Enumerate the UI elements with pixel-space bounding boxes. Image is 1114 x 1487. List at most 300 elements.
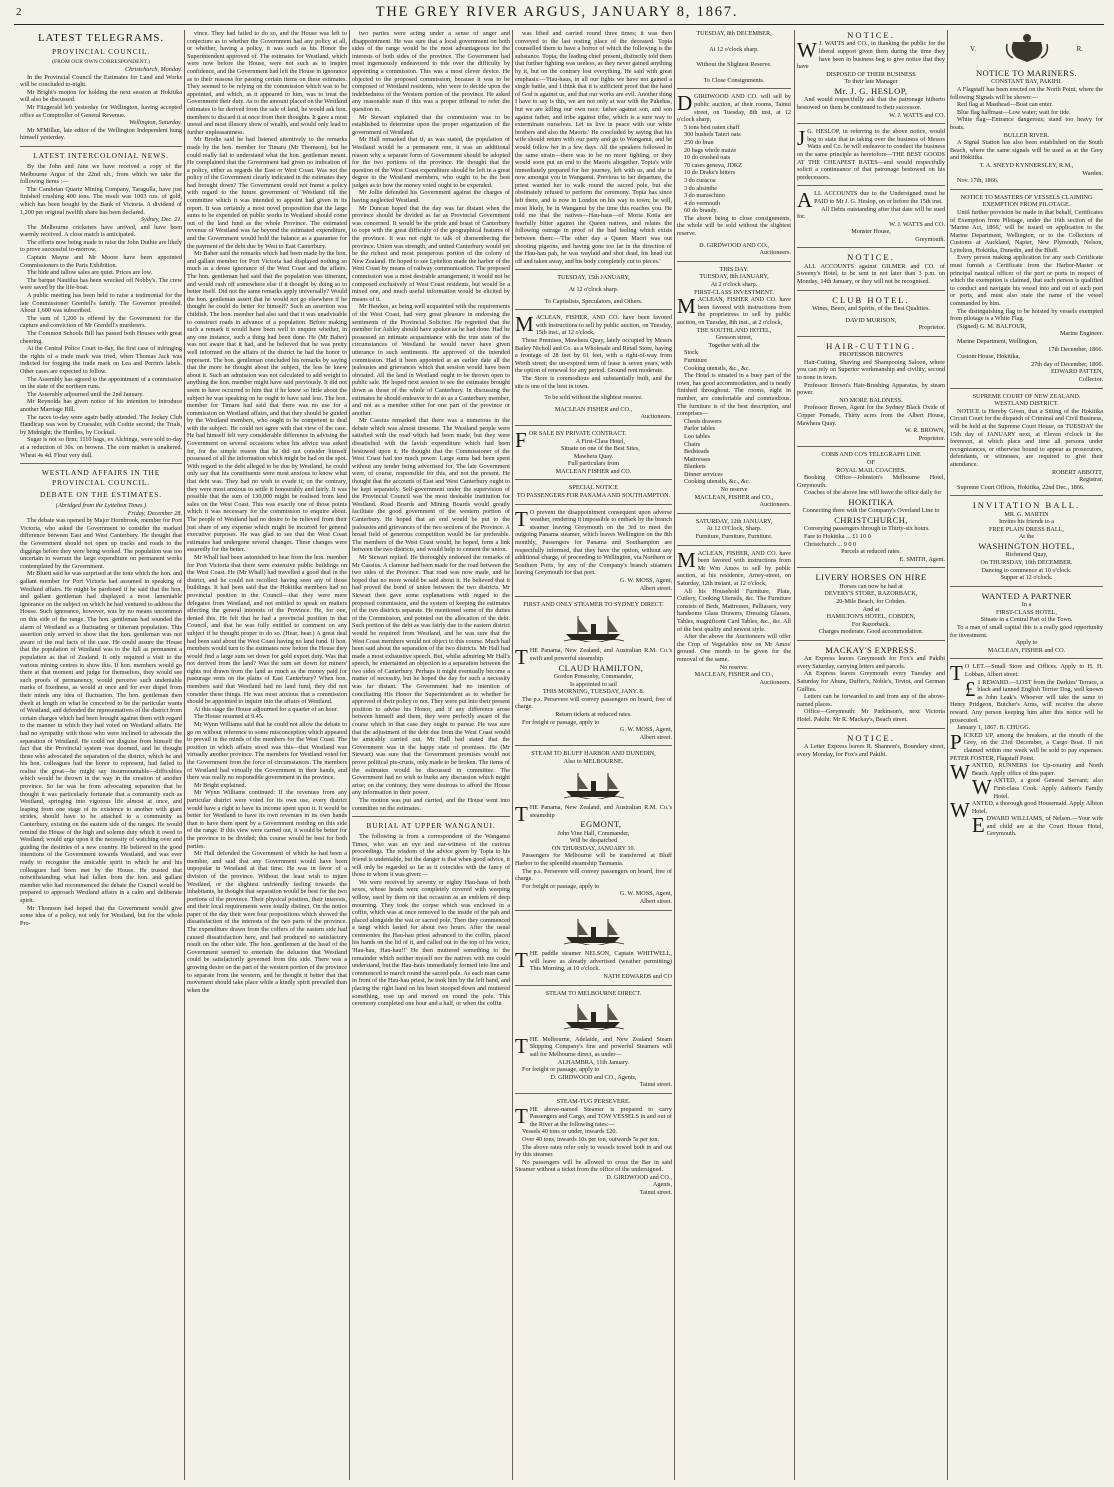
paragraph: The barque Nautilus has been wrecked off Nobby's. The crew were saved by the life-boat. — [20, 276, 182, 292]
column-7-marine-notices — [950, 30, 1103, 1480]
signature-line: Registrar. — [1079, 476, 1103, 484]
advertisement-body: HE Panama, New Zealand, and Australian R.M. Co.'s steamship — [529, 804, 672, 819]
section-heading: DEBATE ON THE ESTIMATES. — [39, 490, 163, 500]
paragraph: vince. They had failed to do so, and the House was left to conjecture as to whether the Government had any policy at all, or whether, having a policy, it was such as his Honor the Superintendent approved of. The estimates for Westland, which were now before the House, were not such as to inspire confidence, and the Government had left the House in ignorance as to their reasons for passing certain items on these estimates. They seemed to be relying on the commission which was to be appointed, and which, as it appeared to him, was to treat the Government their duty. As to the amount placed on the Westland estimates to be derived from the sale of land, he would ask hon. members to discard it at once from their thoughts. It gave a most unreal and most illusory show of wealth, and would only lead to further unpleasantness. — [187, 30, 347, 136]
paragraph: In the Provincial Council the Estimates for Land and Works will be concluded to-night. — [20, 73, 182, 89]
paragraph: To a man of small capital this is a really good opportunity for investment. — [950, 624, 1103, 639]
centered-line: HOKITIKA — [848, 496, 894, 507]
paragraph: 60 do brandy. — [684, 207, 718, 215]
paragraph: The House resumed at 9.45. — [194, 713, 264, 721]
centered-line: LIVERY HORSES ON HIRE — [815, 572, 927, 583]
drop-cap: D — [677, 91, 693, 116]
paragraph: 20 bags whole maize — [684, 146, 737, 154]
paragraph: The Assembly has agreed to the appointment of a commission on the state of the northern runs. — [20, 375, 182, 391]
column-1-telegrams-westland — [20, 30, 182, 1480]
section-heading: LATEST INTERCOLONIAL NEWS. — [33, 150, 169, 160]
advertisement-body: J. WATTS and CO., in thanking the public for the liberal support given them during the time they have been in business beg to give notice that they have — [797, 40, 945, 71]
advertisement-body: ACLEAN, FISHER, AND CO. have been favored with instructions from Mr Wm Amos to sell by public auction, at his residence, Arney-street, on Saturday, 12th instant, at 12 o'clock, — [677, 549, 791, 587]
paragraph: The p.s. Persevere will convey passengers on board, free of charge. — [515, 867, 672, 883]
paragraph: Nov. 17th, 1866. — [957, 177, 999, 185]
paragraph: The efforts now being made to raise the John Duthie are likely to prove successful to-morrow. — [20, 238, 182, 254]
column-divider — [184, 30, 185, 1480]
paragraph: Mr Hawkes, as being well acquainted with the requirements of the West Coast, had very great pleasure in endorsing the sentiments of the Provincial Solicitor. He regretted that the member for Ashley should have spoken as he had done. Had he possessed an intimate acquaintance with the true state of the circumstances of Westland he would never have given utterance to such sentiments. He approved of the intended commission. Had it been appointed at an earlier date all the jealousies and grievances which that session would have been obviated. All the land in Westland ought to be thrown open to public sale. He hoped next session to see the estimates brought down as those of the whole of Canterbury. In discussing the estimates he should endeavor to do so as a Canterbury member, and not as a member either for one part of the province or another. — [352, 303, 510, 417]
paragraph: Mr Bright's motion for holding the next session at Hokitika will also be discussed. — [20, 88, 182, 104]
centered-line: D. GIRDWOOD and CO., Agents, — [550, 1073, 637, 1081]
advertisement-text — [950, 661, 1103, 686]
centered-line: To their late Manager — [844, 78, 898, 86]
divider-rule — [797, 123, 945, 124]
royal-crest — [950, 32, 1103, 68]
paragraph: At the Central Police Court to-day, the first case of infringing the rights of a trade mark was tried, when Thomas Jack was indicted for forging the trade mark on Lea and Perrin's labels. Other cases are expected to follow. — [20, 345, 182, 375]
paragraph: 10 do Drake's bitters — [684, 169, 736, 177]
paragraph: Coaches of the above line will leave the office daily for — [804, 489, 942, 497]
paragraph: Mr Cassius remarked that there was a numerous in the debate which was almost tiresome. The Westland people were satisfied with the road which had been made, but they were dissatisfied with the lavish expenditure which had been bestowed upon it. He thought that the Commissioner of the West Coast had too much power. Large sums had been spent without any tender being advertised for. The late Government were, of course, responsible for this, and not the present. He thought that the accounts of East and West Canterbury ought to be kept separately. Self-government under the supervision of the Provincial Council was the most desirable institution for Westland. Road Boards and Mining Boards would greatly facilitate the good government of the western portion of Canterbury. He hoped that an end would be put to the jealousies and grievances of the two sections of the Province. A broad field of generous competition would be far preferable. The members of the West Coast would, he hoped, form a link between the two districts, and would help to cement the union. — [352, 417, 510, 554]
centered-line: 20-Mile Beach, for Cobden. — [836, 597, 906, 605]
signature-line: G. W. MOSS, Agent, — [619, 577, 672, 584]
advertisement-text — [677, 93, 791, 123]
paragraph: Custom House, Hokitika, — [957, 353, 1020, 361]
paragraph: Vessels 40 tons or under, inwards £20. — [522, 1128, 617, 1136]
centered-line: Is appointed to sail — [570, 680, 617, 688]
drop-cap: P — [950, 729, 962, 754]
advertisement-body: O LET.—Small Store and Offices. Apply to H. H. Lobban, Albert street. — [964, 663, 1103, 678]
divider-rule — [515, 479, 672, 480]
drop-cap: T — [515, 1033, 528, 1058]
signature-line: ROBERT ABBOTT, — [1052, 468, 1103, 476]
centered-line: MACLEAN, FISHER and CO. — [987, 646, 1066, 654]
centered-line: PROFESSOR BROWN'S — [839, 351, 903, 359]
paragraph: At this stage the House adjourned for a quarter of an hour. — [194, 705, 338, 713]
centered-line: MACKAY'S EXPRESS. — [825, 644, 917, 655]
advertisement-body: HE Melbourne, Adelaide, and New Zealand Steam Shipping Company's fine and powerful Steamers will sail for Melbourne direct, as under— — [529, 1035, 672, 1058]
paragraph: Sugar is not so firm; 1110 bags, ex Alchinga, were sold to-day at a reduction of 30s. on browns. The corn market is unaltered. Wheat 4s 4d. Flour very dull. — [20, 436, 182, 459]
paragraph: Mr Brodie said he had listened attentively to the remarks made by the hon. member for Timaru (Mr Thomson), but he could really fail to understand what the hon. gentleman meant. He complained that the Government had given no indication of a policy, either as regards the East or West Coast. Was not the policy of the Government clearly indicated in the estimates they had brought down? The Government could not frame a policy with regard to the future government of Westland till the committee which it was intended to appoint had given in its report. It was certainly a most novel proposition that the large sums to be expended on public works in Westland should come out of the land fund as the whole Province. The estimated revenue of Westland was far beyond the estimated expenditure, and the Government would hold the balance as a guarantee for the payment of the debt due by West to East Canterbury. — [187, 136, 347, 250]
paragraph: Letters can be forwarded to and from any of the above-named places. — [797, 693, 945, 708]
centered-line: To Close Consignments. — [703, 76, 765, 84]
centered-line: DEVERY'S STORE, RAZORBACK, — [824, 590, 918, 598]
column-5-auctions — [677, 30, 791, 1480]
newspaper-title: THE GREY RIVER ARGUS, JANUARY 8, 1867. — [375, 4, 739, 20]
paragraph: Mr Baber said the remarks which had been made by the hon. and gallant member for Port Victoria had displayed nothing so much as a dense ignorance of the West Coast and the affairs. The hon. gentleman had said that the population was itinerant, and would rush off somewhere else if it thought by doing so to better itself. Did not the same remarks apply universally? Would the hon. gentleman assert that he would not go elsewhere if he thought he could do better for himself? Such an assertion was childish. The hon. member had also said that it was unadvisable to construct roads in advance of a population. Before making such a remark it would have been well to enquire whether, in any one instance, such a thing had been done. He (Mr Baber) was not aware that it had, and he believed that he was pretty well informed on the affairs of the district he had the honor to represent. The hon. gentleman concluded his remarks by saying that the more he thought about the subject, the less he knew about it. Such an admission was not calculated to add weight to anything the hon. member might have said previously. It did not seem to have occurred to him that if he knew so little about the subject he was speaking on he ought to have said less. The hon. member for Timaru had said that there was no use for a commission on Westland affairs, and that they should be guided by the Westland members, who ought to be competent to deal with the subject. He could not agree with that view of the case. He had himself felt very considerable difference in advising the Government on several occasions when his advice was asked for, for the simple reason that he did not consider himself possessed of all the information which might be had on the spot. With regard to the debt alleged to be due by Westland, he could only say that his constituents were most anxious to know what that debt was. They had no wish to evade it; on the contrary, they were most anxious to settle it honourably and fairly. It was possible that the sum of 130,000 might be realised from land sales on the West Coast. This was exactly one of those points which it was necessary for the commission to enquire about. The people of Westland had no desire to be relieved from their just share of any expense which might be incurred for general executive purposes. He was glad to see that the West Coast estimates had undergone several changes. These changes were assuredly for the better. — [187, 250, 347, 554]
centered-line: CHRISTCHURCH, — [834, 514, 908, 525]
advertisement-text — [950, 760, 1103, 785]
paragraph: Mr Jollie defended his Government against the charges of having neglected Westland. — [352, 189, 510, 205]
signature-line: D. GIRDWOOD and CO., — [606, 1173, 672, 1181]
paragraph: Mr Wynn Williams continued: If the revenues from any particular district were voted for its own use, every district would have a right to have its income spent upon it. It would be better for Westland to have its own revenues in its own hands than to have them spent by a Government residing on this side of the range. If this view were carried out, it would be better for the province to be divided; this course would be best for both parties. — [187, 789, 347, 850]
centered-line: CLAUD HAMILTON, — [558, 662, 644, 673]
centered-line: Gordon Ponsonby, Commander, — [553, 672, 634, 680]
paragraph: The following is from a correspondent of the Wanganui Times, who was an eye and ear-witness of the curious proceedings. The wisdom of the advice given by Topia to his friend is undeniable, but the danger is that when good advice, it will only be regarded so far as it coincides with the fancy of those to whom it was given:— — [352, 833, 510, 879]
paragraph: A Flagstaff has been erected on the North Point, where the following Signals will be shown:— — [950, 86, 1103, 101]
centered-line: To be sold without the slightest reserve. — [544, 394, 643, 402]
divider-rule — [797, 290, 945, 291]
drop-cap: W — [971, 775, 992, 800]
advertisement-body: ANTED, a thorough good Housemaid. Apply Albion Hotel. — [971, 800, 1103, 815]
paragraph: The p.s. Persevere will convey passengers on board, free of charge. — [515, 695, 672, 711]
divider-rule — [797, 728, 945, 729]
advertisement-body: OR SALE BY PRIVATE CONTRACT. — [528, 429, 627, 437]
divider-rule — [515, 745, 672, 746]
paragraph: NOTICE is Hereby Given, that a Sitting of the Hokitika Circuit Court for the dispatch of Criminal and Civil Business, will be held at the Supreme Court House, on TUESDAY the 15th day of JANUARY next, at Eleven o'clock in the forenoon, at which place and time all persons under recognizances, or otherwise bound to appear as prosecutors, defendants, or witnesses, are required to give their attendance. — [950, 407, 1103, 468]
centered-line: NOTICE TO MARINERS. — [975, 68, 1078, 78]
signature-line: E. SMITH, Agent. — [899, 555, 945, 563]
centered-line: DISPOSED OF THEIR BUSINESS — [826, 70, 916, 78]
paragraph: two parties were acting under a sense of anger and disappointment. He was sure that a local government on both sides of the range would be the most advantageous for the interests of both sides of the province. The Government had most ingenuously endeavored to tide over the difficulty by appointing a commission. This was a most clever device. He objected to the proposed commission, because it was to be composed of Westland residents, who were to decide upon the indebtedness of the Western portion of the province. He asked any reasonable man if this was a proper tribunal to refer the question to. — [352, 30, 510, 113]
spacer — [677, 69, 791, 77]
signature-line: Wellington, Saturday. — [129, 119, 182, 127]
advertisement-text — [950, 777, 1103, 800]
centered-line: Horses can now be had at — [839, 582, 903, 590]
centered-line: TO PASSENGERS FOR PANAMA AND SOUTHAMPTON. — [516, 492, 671, 500]
divider-rule — [515, 910, 672, 911]
paragraph: The Hotel is situated in a busy part of the town, has good accommodation, and is neatly finished throughout. The rooms, eight in number, are comfortable and commodious. The furniture is of the best description, and comprises— — [677, 372, 791, 418]
centered-line: CONSTANT BAY, PAKIHI. — [991, 78, 1062, 86]
advertisement-text — [515, 506, 672, 577]
centered-line: FIRST AND ONLY STEAMER TO SYDNEY DIRECT. — [523, 601, 664, 609]
column-3-debate-wanganui — [352, 30, 510, 1480]
advertisement-text — [515, 1103, 672, 1129]
centered-line: HAIR-CUTTING. — [826, 340, 916, 351]
centered-line: No reserve. — [719, 663, 749, 671]
paragraph: Mr Wynn Williams said that he could not allow the debate to go on without reference to some misconception which appeared to prevail in the minds of the members for the West Coast. The position in which affairs stood was this—that Westland was virtually another province. The members for Westland voted for the Government from the force of circumstances. The members of Westland had virtually the Government in their hands, and there was really no responsible government in the province. — [187, 721, 347, 782]
advertisement-text — [515, 314, 672, 337]
centered-line: TUESDAY, 8th JANUARY, — [699, 273, 769, 281]
centered-line: Connecting there with the Company's Overland Line to — [802, 507, 940, 515]
signature-line: G. W. MOSS, Agent, — [619, 726, 672, 734]
signature-line: Proprietor. — [918, 434, 945, 442]
signature-line: Collector. — [1078, 375, 1103, 383]
divider-rule — [352, 816, 510, 817]
paragraph: An Express leaves Greymouth for Fox's and Pakihi every Saturday, carrying letters and parcels. — [797, 655, 945, 670]
drop-cap: W — [797, 38, 817, 63]
advertisement-text — [677, 547, 791, 588]
divider-rule — [677, 88, 791, 89]
drop-cap: M — [677, 547, 696, 572]
advertisement-text — [950, 815, 1103, 838]
drop-cap: T — [950, 661, 963, 686]
paragraph: We were received by seventy or eighty Hau-haus of both sexes, whose heads were completely covered with weeping willow, used by them on that occasion as an emblem of deep mourning. They took the corpse which was enclosed in a coffin, which was at once removed to the inside of the pah and placed alongside the wai or sacred pole. Then they commenced a tangi which lasted for about two hours. After the usual ceremonies the Hau-hau priest advanced to the coffin, placed his hands on the lid of it, and called out to the top of his voice, 'Hau-hau, Hau-hau!!' He then muttered something to the remainder which neither myself nor the natives with me could understand, but the Hau-haus immediately formed into line and commenced to march round the sacred pole. As each man came in front of the Hau-hau priest, he took him by the left hand, and placing the right hand on his heart stooped down and muttered something, rose up and moved on round the pole. This ceremony completed one hour and a half, or when the coffin — [352, 878, 510, 1008]
paragraph: The above rates refer only to vessels towed both in and out by this steamer. — [515, 1143, 672, 1159]
centered-line: MR. G. MARTIN — [1004, 510, 1049, 518]
centered-line: For Razorback. — [851, 620, 891, 628]
advertisement-body: ACLEAN, FISHER AND CO. have been favored with instructions from the proprietress to sell by public auction, on Tuesday, 8th inst., at 2 o'clock, — [677, 296, 791, 326]
divider-rule — [515, 309, 672, 310]
centered-line: D. GIRDWOOD AND CO., — [699, 241, 769, 249]
centered-line: At 2 o'clock sharp. — [710, 281, 758, 289]
column-divider — [512, 30, 513, 1480]
steamship-icon — [562, 915, 626, 948]
paragraph: 10 do crushed oats — [684, 154, 731, 162]
column-6-notices — [797, 30, 945, 1480]
paragraph: The Cambrian Quartz Mining Company, Taragulla, have just finished crushing 400 tons. The result was 1003 ozs. of gold, which has been bought by the Bank of Victoria. A dividend of 1,200 per original twelfth share has been declared. — [20, 185, 182, 216]
paragraph: The distinguishing flag to be hoisted by vessels exempted from pilotage is a White Flag. — [950, 307, 1103, 323]
centered-line: Full particulars from — [567, 460, 620, 468]
divider-rule — [950, 586, 1103, 587]
paragraph: Captain Mayne and Mr Moore have been appointed Commissioners to the Paris Exhibition. — [20, 254, 182, 269]
paragraph: The above being to close consignments, the whole will be sold without the slightest reserve. — [677, 214, 791, 238]
steamship-icon — [562, 769, 626, 802]
advertisement-body: HE paddle steamer NELSON, Captain WHITWELL, will leave as already advertised (weather permitting) This Morning, at 10 o'clock. — [529, 950, 672, 973]
spacer — [677, 53, 791, 61]
signature-line: NATH EDWARDS and CO — [603, 973, 672, 980]
divider-rule — [950, 388, 1103, 389]
paragraph: The Assembly adjourned until the 2nd January. — [27, 390, 144, 398]
centered-line: On THURSDAY, 10th DECEMBER. — [980, 559, 1073, 567]
paragraph: For freight or passage, apply to — [522, 718, 600, 726]
signature-line: 27th day of December, 1866. — [1031, 360, 1103, 368]
drop-cap: M — [515, 312, 534, 337]
paragraph: 3 do maraschino — [684, 192, 725, 200]
divider-rule — [20, 463, 182, 464]
centered-line: Gresson street, — [715, 334, 753, 342]
centered-line: TUESDAY, 15th JANUARY, — [557, 274, 630, 282]
section-headline: LATEST TELEGRAMS. — [37, 32, 165, 44]
paragraph: 3 do absinthe — [684, 184, 717, 192]
paragraph: The Common Schools Bill has passed both Houses with great cheering. — [20, 330, 182, 345]
advertisement-text — [950, 798, 1103, 823]
paragraph: All his Household Furniture, Plate, Cutlery, Cooking Utensils, &c. The Furniture consists of Beds, Mattresses, Palliasses, very handsome Glass Drawers, Dressing Glasses, Tables, magnificent Card Tables, &c., &c. All of the best quality and newest style. — [677, 587, 791, 633]
paragraph: (Signed) G. M. BALFOUR, — [957, 322, 1027, 330]
advertisement-body: LL ACCOUNTS due to the Undersigned must be PAID to Mr J. G. Heslop, on or before the 15th inst. — [814, 190, 945, 205]
drop-cap: A — [797, 188, 813, 213]
paragraph: Mr Hall remarked that if, as was stated, the population of Westland would be a permanent one, it was an additional reason why a separate form of Government should be adopted for the two portions of the province. He thought that the question of the West Coast expenditure should be left in a great degree to the Westland members, who ought to be the best judges as to how the money voted ought to be expended. — [352, 136, 510, 189]
centered-line: Charges moderate. Good accommodation. — [818, 628, 924, 636]
centered-line: MACLEAN, FISHER and CO., — [694, 493, 774, 501]
paragraph: The hide and tallow sales are quiet. Prices are low. — [27, 269, 153, 277]
signature-line: Auctioneers. — [759, 501, 791, 509]
divider-rule — [515, 1093, 672, 1094]
paragraph: Mr Hall defended the Government of which he had been a member, and said that any Government would have been unpopular in Westland at that time. He was in favor of a division of the province. Without the least wish to injure Westland, or the slightest unfriendly feeling towards the inhabitants, he thought that separation would be best for the two portions of the province. Their physical position, their interests, and their local requirements were totally distinct. On the notice paper of the day their were four propositions which showed the dissatisfaction of the interests of the two parts of the province. The expenditure drawn from the coffers of the eastern side had caused dissatisfaction here, and had produced no satisfactory result on the other side. The hon. gentlemen at the head of the Government seemed to entertain the delusion that Westland could be satisfactorily governed from this side. There was a growing desire on the part of the western portion of the province to separate from the western, and he thought it better that that movement should take place while a kindly spirit prevailed than when the — [187, 850, 347, 994]
paragraph: 5 tons best oaten chaff — [684, 123, 740, 131]
masthead — [0, 0, 1114, 24]
paragraph: No passengers will be allowed to cross the Bar in said Steamer without a ticket from the office of the undersigned. — [515, 1158, 672, 1174]
centered-line: SPECIAL NOTICE — [568, 484, 619, 492]
drop-cap: W — [950, 760, 970, 785]
column-divider — [674, 30, 675, 1480]
centered-line: CLUB HOTEL. — [832, 294, 910, 305]
spacer — [677, 38, 791, 46]
signature-line: G. W. MOSS, Agent, — [619, 890, 672, 898]
paragraph: Mr Stewart replied. He thoroughly endorsed the remarks of Mr Cassius. A clamour had been made for the road between the two sides of the Province. That road was now made, and he hoped that no more would be said about it. He believed that it had proved the bond of union between the two districts. Mr Stewart then gave some explanations with regard to the proposed commission, and the system of keeping the estimates of the two districts separate. He mentioned some of the duties of the Commission, and pointed out the allocation of the debt. Such portion of the debt as was fairly due to the eastern district would be required from Westland, and he was sure that the West Coast members would not object to this course. Much had been said about the separation of the two districts. Mr Hall had made a most exhaustive speech. But, whilst admiring Mr Hall's speech, he entertained an objection to a separation between the two sides of Canterbury. Perhaps it might eventually become a matter of necessity, but he hoped the day for such a necessity was far distant. The Government had no intention of conciliating His Honor the Superintendent as to whether he approved of their policy or not. They were put into their present position to advise his Honor, and if any difference arose between himself and them, they were perfectly aware of the course which in that case they ought to pursue. He was sure that the adjustment of the debt due from the West Coast would be amicably carried out. Mr Hall had stated that the Government was in the happy state of promises. He (Mr Stewart) was sure that the Government promises would not prove political pie-crusts, only made to be broken. The items of the estimates would be discussed in committee. The Government had no wish to burke any discussion which might arise; on the contrary, they were desirous to afford the House any information in their power. — [352, 553, 510, 797]
paragraph: Professor Brown, Agent for the Sydney Black Oxide of Copper Pomade, Thirty acres from the Albert House, Mawhera Quay. — [797, 404, 945, 427]
paragraph: Fare to Hokitika ... £1 10 0 — [804, 532, 871, 540]
centered-line: NO MORE BALDNESS. — [839, 396, 903, 404]
paragraph: The Melbourne cricketers have arrived, and have been warmly received. A close match is anticipated. — [20, 223, 182, 239]
centered-line: WANTED A PARTNER — [981, 590, 1072, 601]
divider-rule — [797, 567, 945, 568]
paragraph: Mr Stewart explained that the commission was to be established to determine upon the proper organization of the government of Westland. — [352, 113, 510, 136]
centered-line: (Abridged from the Lyttelton Times.) — [55, 502, 147, 510]
advertisement-text — [797, 40, 945, 70]
signature-line: Christchurch, Monday. — [124, 66, 182, 73]
centered-line: STEAM TO MELBOURNE DIRECT. — [545, 989, 642, 997]
centered-line: SUPREME COURT OF NEW ZEALAND. — [972, 392, 1081, 400]
paragraph: Supreme Court Offices, Hokitika, 22nd Dec., 1866. — [957, 483, 1085, 491]
paragraph: By the John and Jane we have received a copy of the Melbourne Argus of the 22nd ult., from which we take the following items :— — [20, 162, 182, 186]
centered-line: COBB AND CO'S TELEGRAPH LINE — [821, 451, 921, 459]
centered-line: Mr. J. G. HESLOP, — [834, 85, 908, 96]
paragraph: A Signal Station has also been established on the South Beach, where the same signals will be used as at the Grey and Hokitika. — [950, 139, 1103, 162]
steamship-icon — [562, 612, 626, 645]
centered-line: ON THURSDAY, JANUARY 10. — [551, 844, 636, 852]
paragraph: Mr Duncan hoped that the day was far distant when the province should be divided as far as Provincial Government was concerned. It would be the pride and boast of Canterbury to cope with the great difficulty of the geographical features of the province. It was not right to talk of dismembering the province. Union was strength, and united Canterbury would yet be the richest and most prosperous portion of the colony of New Zealand. He hoped to see Lyttelton made the harbor of the West Coast by means of railway communication. The proposed commission was a most desirable arrangement; it would not be composed exclusively of West Coast residents, but would be a mixed one, and much useful information would be elicited by means of it. — [352, 204, 510, 303]
paragraph: Mr Whall had been astonished to hear from the hon. member for Port Victoria that there were extensive public buildings on the West Coast. He (Mr Whall) had travelled a good deal in the district, and he could not recollect having seen any of those buildings. It had been said that the Hokitika members had no provincial position in the Council—that they were mere delegates from Westland, and not entitled to speak on matters affecting the general interests of the Province. He, for one, denied this. He felt that he had a provincial position in that Council, and that he was fully entitled to comment on any subject if he thought proper to do so. (Hear, hear.) A great deal had been said about the West Coast having no land fund. If hon. members would turn to the estimates now before the House they would find a large sum set down for gold export duty. Was that not derived from the land? Was the sum set down for miners' rights not drawn from the land as much as the money paid for pasturage rents on the plains of East Canterbury? When hon. members said that Westland had no land fund, they did not consider these things. He was most anxious that a commission should be appointed to inquire into the affairs of Westland. — [187, 553, 347, 706]
centered-line: Without the Slightest Reserve. — [696, 61, 772, 69]
paragraph: Conveying passengers through in Thirty-six hours. — [804, 525, 930, 533]
centered-line: THIS DAY. — [719, 265, 749, 273]
paragraph: Red flag at Masthead—Boat can enter. — [957, 101, 1053, 109]
advertisement-body: ANTED, a good General Servant; also First-class Cook. Apply Ashton's Family Hotel. — [993, 777, 1103, 800]
signature-line: Albert street. — [639, 898, 672, 906]
drop-cap: T — [515, 506, 528, 531]
signature-line: W. J. WATTS and CO. — [889, 111, 945, 119]
paragraph: Mattresses — [684, 455, 711, 463]
signature-line: Auctioneers. — [759, 678, 791, 686]
divider-rule — [797, 185, 945, 186]
divider-rule — [677, 261, 791, 262]
paragraph: After the above the Auctioneers will offer the Crop of Vegetables now on Mr Amos' ground. One month to be given for the removal of the same. — [677, 633, 791, 663]
centered-line: DAVID MURISON, — [845, 316, 897, 324]
centered-line: EGMONT, — [580, 819, 622, 830]
signature-line: Greymouth. — [915, 235, 945, 243]
drop-cap: E — [971, 813, 985, 838]
signature-line: Marine Engineer. — [1060, 330, 1103, 338]
drop-cap: £ — [964, 676, 976, 701]
paragraph: Furniture — [684, 356, 708, 364]
drop-cap: T — [515, 802, 528, 827]
centered-line: TUESDAY, 8th DECEMBER, — [696, 30, 772, 37]
divider-rule — [677, 545, 791, 546]
section-heading: PROVINCIAL COUNCIL. — [51, 47, 151, 56]
paragraph: ALL ACCOUNTS against GILMER and CO. of Sweeny's Hotel, to be sent in not later than 3 p.m. on Monday, 14th January, or they will not be recognised. — [797, 262, 945, 286]
drop-cap: F — [515, 427, 527, 452]
paragraph: For freight or passage, apply to — [522, 882, 600, 890]
centered-line: Mawhera Quay. — [573, 452, 614, 460]
advertisement-body: HE Panama, New Zealand, and Australian R.M. Co.'s swift and powerful steamship — [529, 647, 672, 662]
paragraph: All Debts outstanding after that date will be sued for. — [797, 205, 945, 221]
paragraph: Professor Brown's Hair-Brushing Apparatus, by steam power. — [797, 381, 945, 397]
paragraph: Blankets — [684, 463, 706, 471]
advertisement-text — [515, 950, 672, 973]
paragraph: Chairs — [684, 440, 701, 448]
divider-rule — [797, 247, 945, 248]
centered-line: At 12 o'clock sharp. — [709, 45, 759, 53]
centered-line: BULLER RIVER. — [1003, 131, 1050, 139]
paragraph: Parlor tables — [684, 425, 716, 433]
advertisement-text — [950, 729, 1103, 762]
paragraph: Passengers for Melbourne will be transferred at Bluff Harbor to the splendid steamship Tasmania. — [515, 852, 672, 868]
advertisement-body: ICKED UP, among the breakers, at the mouth of the Grey, on the 23rd December, a Cargo Boat. If not claimed within one week will be sold to pay expenses. PETER FOSTER, Flagstaff Point. — [950, 731, 1103, 762]
centered-line: At the — [1018, 533, 1035, 541]
divider-rule — [677, 513, 791, 514]
centered-line: In a — [1021, 601, 1032, 609]
centered-line: Return tickets at reduced rates. — [555, 710, 632, 718]
centered-line: A First-Class Hotel, — [575, 437, 626, 445]
paragraph: Stock — [684, 349, 699, 357]
paragraph: 4 do vermouth — [684, 199, 721, 207]
drop-cap: T — [515, 948, 528, 973]
centered-line: INVITATION BALL. — [972, 500, 1081, 511]
paragraph: 3 do curacoa — [684, 176, 716, 184]
paragraph: 70 cases geneva, JDKZ — [684, 161, 743, 169]
section-heading: WESTLAND AFFAIRS IN THE PROVINCIAL COUNCIL. — [41, 468, 161, 488]
paragraph: Mr Reynolds has given notice of his intention to introduce another Marriage Bill. — [20, 398, 182, 413]
centered-line: Supper at 12 o'clock. — [1000, 574, 1053, 582]
paragraph: And would respectfully ask that the patronage hitherto bestowed on them be continued to their successor. — [797, 96, 945, 111]
signature-line: W. R. BROWN, — [904, 427, 945, 435]
centered-line: FIRST-CLASS HOTEL, — [996, 608, 1057, 616]
signature-line: Tainui street. — [639, 1081, 672, 1089]
divider-rule — [797, 640, 945, 641]
centered-line: (FROM OUR OWN CORRESPONDENT.) — [52, 59, 150, 65]
advertisement-body: ACLEAN, FISHER, AND CO. have been favored with instructions to sell by public auction, on Tuesday, 15th inst., at 12 o'clock, — [535, 314, 672, 337]
paragraph: Those Premises, Mawhera Quay, lately occupied by Messrs Bailey Nicholl and Co. as a Wholesale and Retail Store, having a frontage of 28 feet by 61 feet, with a right-of-way from Worth street; the un-expired term of lease is seven years, with the option of renewal for any period. Ground rent moderate. — [515, 336, 672, 375]
centered-line: John Vine Hall, Commander, — [557, 829, 630, 837]
advertisement-body: 1 REWARD.—LOST from the Darkies' Terrace, a black and tanned English Terrier Dog, well known as John Leak's. Whoever will take the same to Henry Pridgeon, Butcher's Arms, will receive the above reward. Any person keeping him after this notice will be prosecuted. — [950, 678, 1103, 724]
signature-line: Albert street. — [639, 584, 672, 592]
signature-line: 17th December, 1866. — [1048, 345, 1103, 353]
centered-line: WASHINGTON HOTEL, — [978, 541, 1075, 552]
crest-letter: R. — [1076, 45, 1083, 53]
column-divider — [794, 30, 795, 1480]
drop-cap: J — [797, 126, 806, 151]
centered-line: NOTICE TO MASTERS OF VESSELS CLAIMING EXEMPTION FROM PILOTAGE. — [960, 193, 1093, 209]
section-heading: BURIAL AT UPPER WANGANUI. — [366, 821, 496, 831]
centered-line: At 12 o'clock sharp. — [568, 286, 619, 293]
centered-line: At 12 O'Clock, Sharp. — [706, 525, 762, 533]
divider-rule — [515, 425, 672, 426]
centered-line: ALHAMBRA, 11th January. — [557, 1058, 630, 1066]
centered-line: Invites his friends to a — [999, 518, 1054, 526]
centered-line: Situate in a Central Part of the Town. — [980, 616, 1073, 624]
paragraph: Booking Office—Johnston's Melbourne Hotel, Greymouth. — [797, 474, 945, 489]
drop-cap: T — [515, 645, 528, 670]
centered-line: MACLEAN, FISHER and CO., — [694, 671, 774, 679]
centered-line: Richmond Quay, — [1005, 551, 1048, 559]
paragraph: Mr Bluett said he was surprised at the tone which the hon. and gallant member for Port Victoria had assumed in speaking of Westland affairs. He might be pardoned if he said that the hon. and gallant gentleman had displayed a most lamentable ignorance on the subject on which he had ventured to address the House. Such ignorance, however, was by no means uncommon on this side of the range. The hon. gentleman had sounded the alarm of Westland as a fluctuating or itinerant population. This assertion only served to show that the hon. gentleman was not aware of the real facts of the case. He could assure the House that the population of Westland was to the full as permanent a population as that of Zealand. It only required a visit to the various mining centres to show this. If hon. members would go there at that moment and judge for themselves, they would see such proofs of permanency, would perceive such undeniable marks of fixedness, as would at once and for ever dispel from their minds any idea of fluctuation. The hon. gentleman then dwelt at length on what he conceived to be the particular wants of Westland, and defended the representatives of the district from certain charges which had been brought against them with regard to the manner in which they had voted on Westland affairs. He had no sympathy with those who were inclined to advocate the separation of Westland. He could not disguise from himself the fact that the Provincial system was doomed, and he thought those who advocated the separation of the district, which he and his hon. colleagues had the honor to represent, had failed to realise the great—he might say insurmountable—difficulties which would be thrown in the way in the creation of another province. So far was he from advocating separation that he thought it was particularly fortunate that a community such as Westland, springing into vigorous life almost at once, and leaping from one stage of its existence to another with giant strides, should have to be attached to a community as Canterbury, existing on the eastern side of the ranges. He would remind the House of the high and solemn duty which it owed to Westland; would urge upon it the necessity of watching over and guiding the destinies of a new country. He believed in the good intentions of the Government towards Westland, and was ever ready to recognise the amicable spirit in which he and his colleagues had been met by the House. He trusted that notwithstanding what had fallen from the hon. and gallant member who had recommenced the debate the Council would be prepared to approach Westland affairs in a calm and deliberate spirit. — [20, 570, 182, 904]
signature-line: Auctioneers. — [640, 413, 672, 421]
centered-line: THIS MORNING, TUESDAY, JANY. 8. — [542, 688, 645, 696]
divider-rule — [797, 336, 945, 337]
divider-rule — [950, 189, 1103, 190]
centered-line: OF — [867, 458, 875, 466]
paragraph: The Store is commodious and substantially built, and the site is one of the best in town. — [515, 374, 672, 390]
advertisement-body: G. HESLOP, in referring to the above notice, would beg to state that in taking over the business of Messrs Watts and Co. he will endeavor to conduct the business on the same principle as heretofore—THE BEST GOODS AT THE CHEAPEST RATES—and would respectfully solicit a continuance of that patronage bestowed on his predecessors. — [797, 128, 945, 181]
paragraph: The sum of 1,200 is offered by the Government for the capture and conviction of Mr Grenfell's murderers. — [20, 314, 182, 330]
paragraph: A public meeting has been held to raise a testimonial for the late Commissioner Grenfell's family. The Governor presided. About 1,600 was subscribed. — [20, 292, 182, 315]
paragraph: For freight or passage, apply to — [522, 1066, 600, 1074]
advertisement-body: DWARD WILLIAMS, of Nelson.—Your wife and child are at the Court House Hotel, Greymouth. — [986, 815, 1103, 838]
signature-line: Albert street. — [639, 733, 672, 741]
centered-line: And at — [862, 605, 880, 613]
signature-line: EDWARD PATTEN, — [1050, 368, 1103, 376]
advertisement-text — [797, 128, 945, 181]
paragraph: 300 bushels Taieri oats — [684, 131, 741, 139]
centered-line: Together with all the — [708, 341, 760, 349]
centered-line: Apply to — [1015, 639, 1038, 647]
paragraph: A Letter Express leaves R. Shannon's, Boundary street, every Monday, for Fox's and Pakihi. — [797, 743, 945, 758]
signature-line: Agents, — [652, 1181, 672, 1189]
page-number: 2 — [16, 6, 22, 18]
paragraph: January 1, 1867. B. CHUGG. — [957, 724, 1031, 732]
paragraph: The motion was put and carried, and the House went into committee on the estimates. — [352, 796, 510, 812]
masthead-rule — [14, 24, 1104, 25]
centered-line: SATURDAY, 12th JANUARY, — [695, 517, 773, 525]
signature-line: Friday, December 28. — [127, 509, 182, 517]
centered-line: THE SOUTHLAND HOTEL, — [696, 326, 772, 334]
column-divider — [349, 30, 350, 1480]
paragraph: Marine Department, Wellington, — [957, 338, 1038, 345]
